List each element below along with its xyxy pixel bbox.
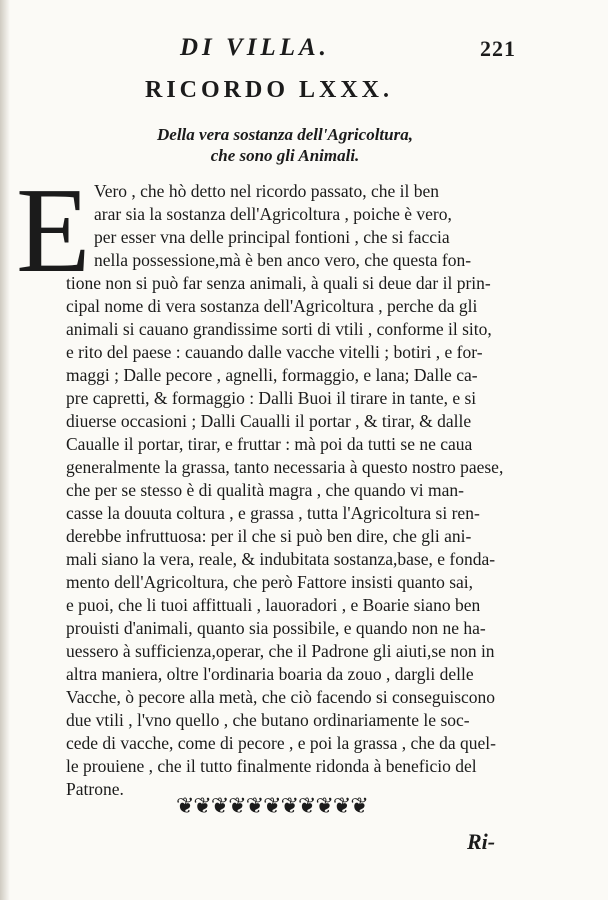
body-line: per esser vna delle principal fontioni , che si faccia — [94, 227, 450, 247]
body-line: derebbe infruttuosa: per il che si può ben dire, che gli ani- — [66, 526, 472, 546]
drop-cap: E — [16, 163, 91, 298]
body-line: generalmente la grassa, tanto necessaria à questo nostro paese, — [66, 457, 504, 477]
chapter-title: RICORDO LXXX. — [145, 77, 394, 103]
body-line: uessero à sufficienza,operar, che il Padrone gli aiuti,se non in — [66, 641, 495, 661]
chapter-subtitle-line-2: che sono gli Animali. — [210, 146, 360, 165]
body-line: arar sia la sostanza dell'Agricoltura , poiche è vero, — [94, 204, 452, 224]
body-line: e puoi, che li tuoi affittuali , lauoradori , e Boarie siano ben — [66, 595, 481, 615]
body-line: pre capretti, & formaggio : Dalli Buoi il tirare in tante, e si — [66, 388, 477, 408]
body-line: nella possessione,mà è ben anco vero, che questa fon- — [94, 250, 472, 270]
body-line: animali si cauano grandissime sorti di vtili , conforme il sito, — [66, 319, 492, 339]
body-line: altra maniera, oltre l'ordinaria boaria da zouo , dargli delle — [66, 664, 474, 684]
body-line: casse la douuta coltura , e grassa , tutta l'Agricoltura si ren- — [66, 503, 480, 523]
body-line: e rito del paese : cauando dalle vacche vitelli ; botiri , e for- — [66, 342, 483, 362]
body-line: due vtili , l'vno quello , che butano ordinariamente le soc- — [66, 710, 470, 730]
page-number: 221 — [480, 36, 516, 61]
body-line: Vacche, ò pecore alla metà, che ciò facendo si conseguiscono — [66, 687, 496, 707]
body-line: che per se stesso è di qualità magra , che quando vi man- — [66, 480, 464, 500]
body-line: diuerse occasioni ; Dalli Caualli il portar , & tirar, & dalle — [66, 411, 472, 431]
body-line: cipal nome di vera sostanza dell'Agricoltura , perche da gli — [66, 296, 478, 316]
ornament-divider: ❦❦❦❦❦❦❦❦❦❦❦ — [176, 794, 368, 819]
body-line: tione non si può far senza animali, à quali si deue dar il prin- — [66, 273, 491, 293]
body-line: mali siano la vera, reale, & indubitata sostanza,base, e fonda- — [66, 549, 496, 569]
body-line: mento dell'Agricoltura, che però Fattore insisti quanto sai, — [66, 572, 474, 592]
body-line: prouisti d'animali, quanto sia possibile, e quando non ne ha- — [66, 618, 486, 638]
body-line-last: Patrone. — [66, 779, 124, 799]
body-line: Caualle il portar, tirar, e fruttar : mà poi da tutti se ne caua — [66, 434, 473, 454]
body-line: Vero , che hò detto nel ricordo passato, che il ben — [94, 181, 440, 201]
chapter-subtitle-line-1: Della vera sostanza dell'Agricoltura, — [157, 125, 413, 144]
body-line: cede di vacche, come di pecore , e poi la grassa , che da quel- — [66, 733, 496, 753]
running-head: DI VILLA. — [180, 34, 330, 61]
catchword: Ri- — [467, 829, 496, 854]
page-gutter-shadow — [0, 0, 10, 900]
body-line: maggi ; Dalle pecore , agnelli, formaggio, e lana; Dalle ca- — [66, 365, 478, 385]
body-line: le prouiene , che il tutto finalmente ridonda à beneficio del — [66, 756, 477, 776]
